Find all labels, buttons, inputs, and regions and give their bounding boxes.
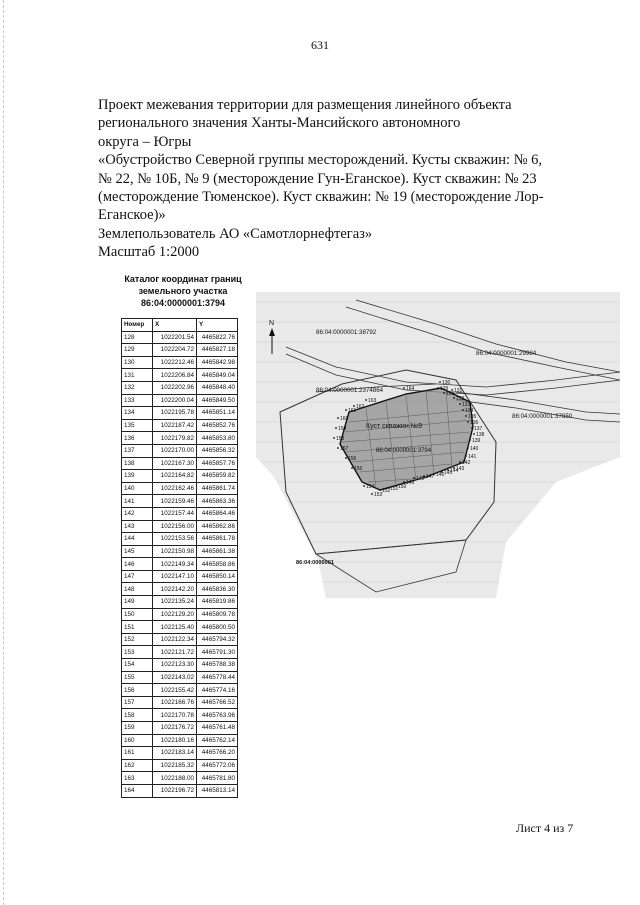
catalog-title-line: 86:04:0000001:3794 (140, 298, 226, 308)
sheet-label: Лист 4 из 7 (516, 821, 574, 835)
x-coordinate-cell: 1022149.34 (153, 558, 197, 571)
point-label: 149 (406, 480, 415, 486)
x-coordinate-cell: 1022185.32 (153, 759, 197, 772)
y-coordinate-cell: 4465857.76 (197, 457, 238, 470)
x-coordinate-cell: 1022142.20 (153, 583, 197, 596)
x-coordinate-cell: 1022164.82 (153, 470, 197, 483)
point-number-cell: 150 (122, 608, 153, 621)
boundary-point-marker (467, 421, 469, 423)
y-coordinate-cell: 4465827.18 (197, 344, 238, 357)
header-line: Землепользователь АО «Самотлорнефтегаз» (98, 225, 373, 242)
table-row (122, 646, 238, 659)
point-label: 137 (474, 426, 483, 432)
point-label: 154 (366, 484, 375, 490)
point-label: 161 (348, 408, 357, 414)
boundary-point-marker (443, 392, 445, 394)
point-label: 163 (368, 398, 377, 404)
point-label: 147 (426, 474, 435, 480)
y-coordinate-cell: 4465791.30 (197, 646, 238, 659)
table-row (122, 570, 238, 583)
boundary-point-marker (345, 409, 347, 411)
y-coordinate-cell: 4465850.14 (197, 570, 238, 583)
point-label: 141 (468, 454, 477, 460)
table-row (122, 608, 238, 621)
site-label: Куст скважин №9 (366, 423, 423, 430)
x-coordinate-cell: 1022159.46 (153, 495, 197, 508)
y-coordinate-cell: 4465761.48 (197, 722, 238, 735)
x-coordinate-cell: 1022157.44 (153, 507, 197, 520)
point-number-cell: 160 (122, 734, 153, 747)
table-row (122, 432, 238, 445)
parcel-label: 86:04:0000001:37850 (512, 413, 573, 420)
table-row (122, 344, 238, 357)
y-coordinate-cell: 4465836.30 (197, 583, 238, 596)
boundary-point-marker (462, 409, 464, 411)
point-number-cell: 142 (122, 507, 153, 520)
boundary-point-marker (333, 437, 335, 439)
column-header-x: X (153, 319, 197, 332)
point-number-cell: 149 (122, 596, 153, 609)
point-label: 132 (456, 396, 465, 402)
x-coordinate-cell: 1022187.42 (153, 419, 197, 432)
point-label: 164 (406, 386, 415, 392)
point-label: 135 (468, 414, 477, 420)
point-label: 134 (465, 408, 474, 414)
table-row (122, 444, 238, 457)
y-coordinate-cell: 4465774.16 (197, 684, 238, 697)
table-row (122, 596, 238, 609)
point-number-cell: 130 (122, 356, 153, 369)
header-line: округа – Югры (98, 133, 192, 150)
x-coordinate-cell: 1022150.98 (153, 545, 197, 558)
point-number-cell: 151 (122, 621, 153, 634)
y-coordinate-cell: 4465852.76 (197, 419, 238, 432)
point-number-cell: 158 (122, 709, 153, 722)
parcel-label: 86:04:0000001:38792 (316, 329, 377, 336)
y-coordinate-cell: 4465822.76 (197, 331, 238, 344)
y-coordinate-cell: 4465809.78 (197, 608, 238, 621)
x-coordinate-cell: 1022183.14 (153, 747, 197, 760)
y-coordinate-cell: 4465794.32 (197, 633, 238, 646)
table-row (122, 407, 238, 420)
boundary-point-marker (335, 427, 337, 429)
x-coordinate-cell: 1022156.00 (153, 520, 197, 533)
table-row (122, 671, 238, 684)
boundary-point-marker (379, 489, 381, 491)
point-number-cell: 141 (122, 495, 153, 508)
point-label: 140 (470, 446, 479, 452)
boundary-point-marker (439, 381, 441, 383)
y-coordinate-cell: 4465766.20 (197, 747, 238, 760)
point-label: 136 (470, 420, 479, 426)
point-label: 131 (454, 388, 463, 394)
table-row (122, 772, 238, 785)
point-label: 145 (444, 470, 453, 476)
point-number-cell: 143 (122, 520, 153, 533)
point-label: 139 (472, 438, 481, 444)
parcel-label: 86:04:0000001:2374864 (316, 387, 384, 394)
boundary-point-marker (471, 427, 473, 429)
table-row (122, 784, 238, 797)
table-row (122, 747, 238, 760)
header-line: «Обустройство Северной группы месторождений. Кусты скважин: № 6, (98, 152, 543, 169)
y-coordinate-cell: 4465766.52 (197, 696, 238, 709)
point-number-cell: 163 (122, 772, 153, 785)
table-row (122, 331, 238, 344)
point-label: 144 (450, 468, 459, 474)
point-label: 148 (416, 476, 425, 482)
point-number-cell: 146 (122, 558, 153, 571)
table-row (122, 659, 238, 672)
table-row (122, 583, 238, 596)
boundary-point-marker (345, 457, 347, 459)
point-label: 151 (390, 486, 399, 492)
header-line: № 22, № 10Б, № 9 (месторождение Гун-Еганское). Куст скважин: № 23 (98, 170, 537, 187)
point-label: 160 (340, 416, 349, 422)
table-row (122, 507, 238, 520)
table-row (122, 470, 238, 483)
x-coordinate-cell: 1022170.78 (153, 709, 197, 722)
y-coordinate-cell: 4465800.50 (197, 621, 238, 634)
y-coordinate-cell: 4465763.96 (197, 709, 238, 722)
table-row (122, 457, 238, 470)
point-number-cell: 153 (122, 646, 153, 659)
boundary-point-marker (403, 387, 405, 389)
point-label: 162 (356, 404, 365, 410)
point-label: 150 (398, 484, 407, 490)
point-label: 146 (436, 472, 445, 478)
table-row (122, 394, 238, 407)
point-number-cell: 154 (122, 659, 153, 672)
table-row (122, 696, 238, 709)
point-label: 142 (462, 460, 471, 466)
x-coordinate-cell: 1022202.96 (153, 381, 197, 394)
point-number-cell: 140 (122, 482, 153, 495)
point-number-cell: 138 (122, 457, 153, 470)
y-coordinate-cell: 4465861.78 (197, 533, 238, 546)
y-coordinate-cell: 4465849.50 (197, 394, 238, 407)
cadastral-map (256, 292, 620, 598)
boundary-point-marker (413, 477, 415, 479)
point-number-cell: 155 (122, 671, 153, 684)
coordinates-table-body (122, 331, 238, 797)
x-coordinate-cell: 1022122.34 (153, 633, 197, 646)
table-row (122, 419, 238, 432)
point-label: 159 (338, 426, 347, 432)
y-coordinate-cell: 4465781.80 (197, 772, 238, 785)
point-label: 133 (462, 402, 471, 408)
boundary-point-marker (453, 397, 455, 399)
table-row (122, 495, 238, 508)
table-row (122, 558, 238, 571)
y-coordinate-cell: 4465778.44 (197, 671, 238, 684)
x-coordinate-cell: 1022147.10 (153, 570, 197, 583)
point-number-cell: 157 (122, 696, 153, 709)
point-label: 157 (340, 446, 349, 452)
point-number-cell: 137 (122, 444, 153, 457)
header-line: Еганское)» (98, 207, 166, 224)
x-coordinate-cell: 1022200.04 (153, 394, 197, 407)
table-row (122, 533, 238, 546)
point-number-cell: 136 (122, 432, 153, 445)
boundary-point-marker (467, 447, 469, 449)
x-coordinate-cell: 1022204.72 (153, 344, 197, 357)
table-row (122, 520, 238, 533)
y-coordinate-cell: 4465856.32 (197, 444, 238, 457)
x-coordinate-cell: 1022125.40 (153, 621, 197, 634)
table-header-row (122, 319, 238, 332)
point-number-cell: 164 (122, 784, 153, 797)
point-number-cell: 162 (122, 759, 153, 772)
point-label: 129 (440, 386, 449, 392)
document-header (98, 96, 578, 262)
x-coordinate-cell: 1022135.24 (153, 596, 197, 609)
boundary-point-marker (465, 415, 467, 417)
table-row (122, 684, 238, 697)
table-row (122, 709, 238, 722)
x-coordinate-cell: 1022162.46 (153, 482, 197, 495)
parcel-label: 86:04:0000001 (296, 560, 334, 566)
point-number-cell: 139 (122, 470, 153, 483)
y-coordinate-cell: 4465853.80 (197, 432, 238, 445)
header-line: Проект межевания территории для размещения линейного объекта (98, 97, 512, 113)
point-number-cell: 128 (122, 331, 153, 344)
y-coordinate-cell: 4465851.14 (197, 407, 238, 420)
point-number-cell: 131 (122, 369, 153, 382)
parcel-label: 86:04:0000001:3794 (376, 448, 432, 454)
x-coordinate-cell: 1022143.02 (153, 671, 197, 684)
catalog-title-line: земельного участка (138, 286, 228, 296)
y-coordinate-cell: 4465788.38 (197, 659, 238, 672)
table-row (122, 734, 238, 747)
y-coordinate-cell: 4465842.98 (197, 356, 238, 369)
point-number-cell: 134 (122, 407, 153, 420)
table-row (122, 545, 238, 558)
x-coordinate-cell: 1022179.82 (153, 432, 197, 445)
boundary-point-marker (337, 447, 339, 449)
boundary-point-marker (465, 455, 467, 457)
boundary-point-marker (351, 467, 353, 469)
boundary-point-marker (365, 399, 367, 401)
page-number: 631 (311, 38, 329, 52)
boundary-point-marker (459, 403, 461, 405)
point-number-cell: 133 (122, 394, 153, 407)
table-row (122, 759, 238, 772)
x-coordinate-cell: 1022188.00 (153, 772, 197, 785)
x-coordinate-cell: 1022121.72 (153, 646, 197, 659)
boundary-point-marker (337, 417, 339, 419)
y-coordinate-cell: 4465862.86 (197, 520, 238, 533)
x-coordinate-cell: 1022167.30 (153, 457, 197, 470)
x-coordinate-cell: 1022195.78 (153, 407, 197, 420)
point-label: 128 (446, 391, 455, 397)
table-row (122, 633, 238, 646)
point-label: 155 (354, 466, 363, 472)
x-coordinate-cell: 1022170.00 (153, 444, 197, 457)
point-number-cell: 148 (122, 583, 153, 596)
north-label: N (269, 320, 275, 327)
point-number-cell: 156 (122, 684, 153, 697)
x-coordinate-cell: 1022176.72 (153, 722, 197, 735)
boundary-point-marker (459, 461, 461, 463)
x-coordinate-cell: 1022212.46 (153, 356, 197, 369)
header-line: Масштаб 1:2000 (98, 244, 200, 261)
parcel-label: 86:04:0000001:29984 (476, 350, 537, 357)
x-coordinate-cell: 1022201.54 (153, 331, 197, 344)
point-label: 138 (476, 432, 485, 438)
x-coordinate-cell: 1022129.20 (153, 608, 197, 621)
boundary-point-marker (363, 485, 365, 487)
y-coordinate-cell: 4465861.74 (197, 482, 238, 495)
y-coordinate-cell: 4465813.14 (197, 784, 238, 797)
point-number-cell: 161 (122, 747, 153, 760)
boundary-point-marker (469, 439, 471, 441)
x-coordinate-cell: 1022153.56 (153, 533, 197, 546)
y-coordinate-cell: 4465772.06 (197, 759, 238, 772)
point-number-cell: 132 (122, 381, 153, 394)
point-label: 158 (336, 436, 345, 442)
catalog-title-line: Каталог координат границ (124, 274, 242, 284)
catalog-title (104, 273, 262, 309)
y-coordinate-cell: 4465848.40 (197, 381, 238, 394)
x-coordinate-cell: 1022180.16 (153, 734, 197, 747)
table-row (122, 722, 238, 735)
table-row (122, 356, 238, 369)
point-label: 153 (374, 492, 383, 498)
point-label: 156 (348, 456, 357, 462)
point-number-cell: 144 (122, 533, 153, 546)
point-label: 152 (382, 488, 391, 494)
x-coordinate-cell: 1022166.76 (153, 696, 197, 709)
header-line: (месторождение Тюменское). Куст скважин: № 19 (месторождение Лор- (98, 189, 544, 206)
y-coordinate-cell: 4465762.14 (197, 734, 238, 747)
point-number-cell: 159 (122, 722, 153, 735)
point-label: 143 (456, 466, 465, 472)
x-coordinate-cell: 1022155.42 (153, 684, 197, 697)
y-coordinate-cell: 4465863.36 (197, 495, 238, 508)
boundary-point-marker (473, 433, 475, 435)
column-header-number: Номер (122, 319, 153, 332)
point-label: 130 (442, 380, 451, 386)
point-number-cell: 147 (122, 570, 153, 583)
boundary-point-marker (437, 387, 439, 389)
table-row (122, 369, 238, 382)
table-row (122, 621, 238, 634)
boundary-point-marker (353, 405, 355, 407)
x-coordinate-cell: 1022206.84 (153, 369, 197, 382)
y-coordinate-cell: 4465819.86 (197, 596, 238, 609)
y-coordinate-cell: 4465861.38 (197, 545, 238, 558)
point-number-cell: 135 (122, 419, 153, 432)
coordinates-table (121, 318, 238, 798)
boundary-point-marker (451, 389, 453, 391)
y-coordinate-cell: 4465858.86 (197, 558, 238, 571)
y-coordinate-cell: 4465849.04 (197, 369, 238, 382)
point-number-cell: 152 (122, 633, 153, 646)
x-coordinate-cell: 1022196.72 (153, 784, 197, 797)
header-line: регионального значения Ханты-Мансийского автономного (98, 115, 461, 132)
table-row (122, 381, 238, 394)
point-number-cell: 129 (122, 344, 153, 357)
point-number-cell: 145 (122, 545, 153, 558)
y-coordinate-cell: 4465864.46 (197, 507, 238, 520)
y-coordinate-cell: 4465859.82 (197, 470, 238, 483)
column-header-y: Y (197, 319, 238, 332)
boundary-point-marker (371, 493, 373, 495)
page-edge (3, 0, 5, 905)
boundary-point-marker (403, 481, 405, 483)
table-row (122, 482, 238, 495)
x-coordinate-cell: 1022123.30 (153, 659, 197, 672)
